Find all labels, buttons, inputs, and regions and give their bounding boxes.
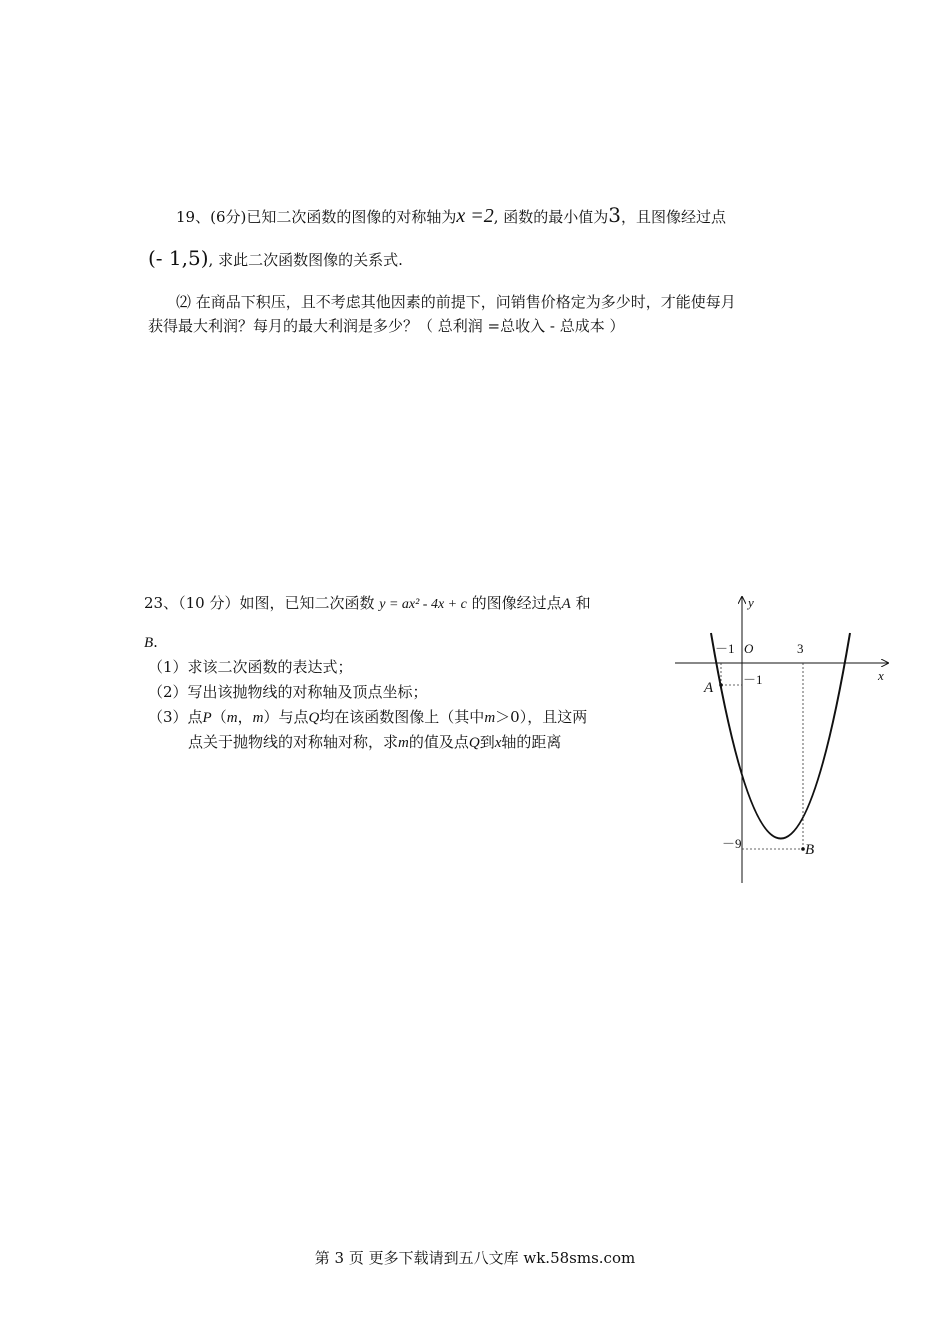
q23-sub4-x: x [494, 735, 502, 751]
q19-score: (6分) [210, 208, 247, 226]
q23-sub3-d: ）与点 [263, 708, 309, 726]
part2-line1: ⑵ 在商品下积压，且不考虑其他因素的前提下，问销售价格定为多少时，才能使每月 [176, 293, 736, 311]
label-origin: O [744, 641, 754, 656]
q23-sub3-m1: m [226, 710, 238, 726]
label-neg1-y: －1 [743, 672, 763, 687]
q23-sub4-m: m [398, 735, 409, 751]
q19-text4: , 求此二次函数图像的关系式. [208, 251, 403, 269]
q23-sub4-a: 点关于抛物线的对称轴对称，求 [188, 733, 399, 751]
parabola-graph [660, 585, 900, 895]
q23-sub3-m3: m [484, 710, 496, 726]
q19-text1: 已知二次函数的图像的对称轴为 [246, 208, 457, 226]
q19-line1 [176, 205, 726, 227]
q23-point-a: A [561, 596, 571, 612]
part2-line2: 获得最大利润？每月的最大利润是多少？（ 总利润 =总收入 - 总成本 ） [148, 317, 625, 335]
label-point-b: B [805, 842, 815, 858]
q23-intro-cont [144, 632, 158, 653]
q19-min-value: 3 [608, 203, 622, 227]
label-3: 3 [797, 641, 804, 656]
label-neg9: －9 [722, 836, 742, 851]
q23-sub4-q: Q [468, 735, 480, 751]
q23-sub3-a: （3）点 [148, 708, 203, 726]
q23-sub3-m2: m [252, 710, 264, 726]
q23-sub3-f: ＞0），且这两 [495, 708, 588, 726]
q23-intro-a: 23、（10 分）如图，已知二次函数 [144, 594, 375, 612]
q23-sub3-e: 均在该函数图像上（其中 [319, 708, 485, 726]
q19-line2 [148, 248, 403, 270]
q23-sub3 [148, 707, 587, 728]
q23-sub3-b: （ [211, 708, 227, 726]
q23-sub3-cont [188, 732, 561, 753]
q23-intro-b: 的图像经过点 [471, 594, 562, 612]
q23-sub3-c: ， [237, 708, 253, 726]
q23-intro [144, 593, 591, 615]
q19-text2: , 函数的最小值为 [493, 208, 609, 226]
q23-sub4-b: 的值及点 [408, 733, 469, 751]
q23-formula: y = ax² - 4x + c [379, 597, 467, 612]
label-neg1-x: －1 [715, 641, 735, 656]
page-footer: 第 3 页 更多下载请到五八文库 wk.58sms.com [314, 1249, 636, 1267]
q23-point-b: B [144, 635, 154, 651]
parabola-curve [711, 633, 850, 839]
label-x: x [878, 668, 884, 683]
q19-number: 19、 [176, 208, 211, 226]
q23-sub3-q: Q [308, 710, 320, 726]
q19-text3: ，且图像经过点 [621, 208, 727, 226]
q23-sub4-c: 到 [479, 733, 495, 751]
q19-point: (- 1,5) [148, 246, 209, 270]
label-y: y [748, 595, 754, 610]
point-a-marker [719, 683, 723, 687]
q23-and: 和 [575, 594, 591, 612]
q23-period: . [153, 633, 158, 651]
q23-sub4-d: 轴的距离 [501, 733, 562, 751]
q23-sub1: （1）求该二次函数的表达式； [148, 658, 353, 676]
q19-axis-formula: x =2 [456, 205, 494, 227]
label-point-a: A [704, 680, 714, 696]
q23-sub2: （2）写出该抛物线的对称轴及顶点坐标； [148, 683, 428, 701]
q23-sub3-p: P [202, 710, 212, 726]
